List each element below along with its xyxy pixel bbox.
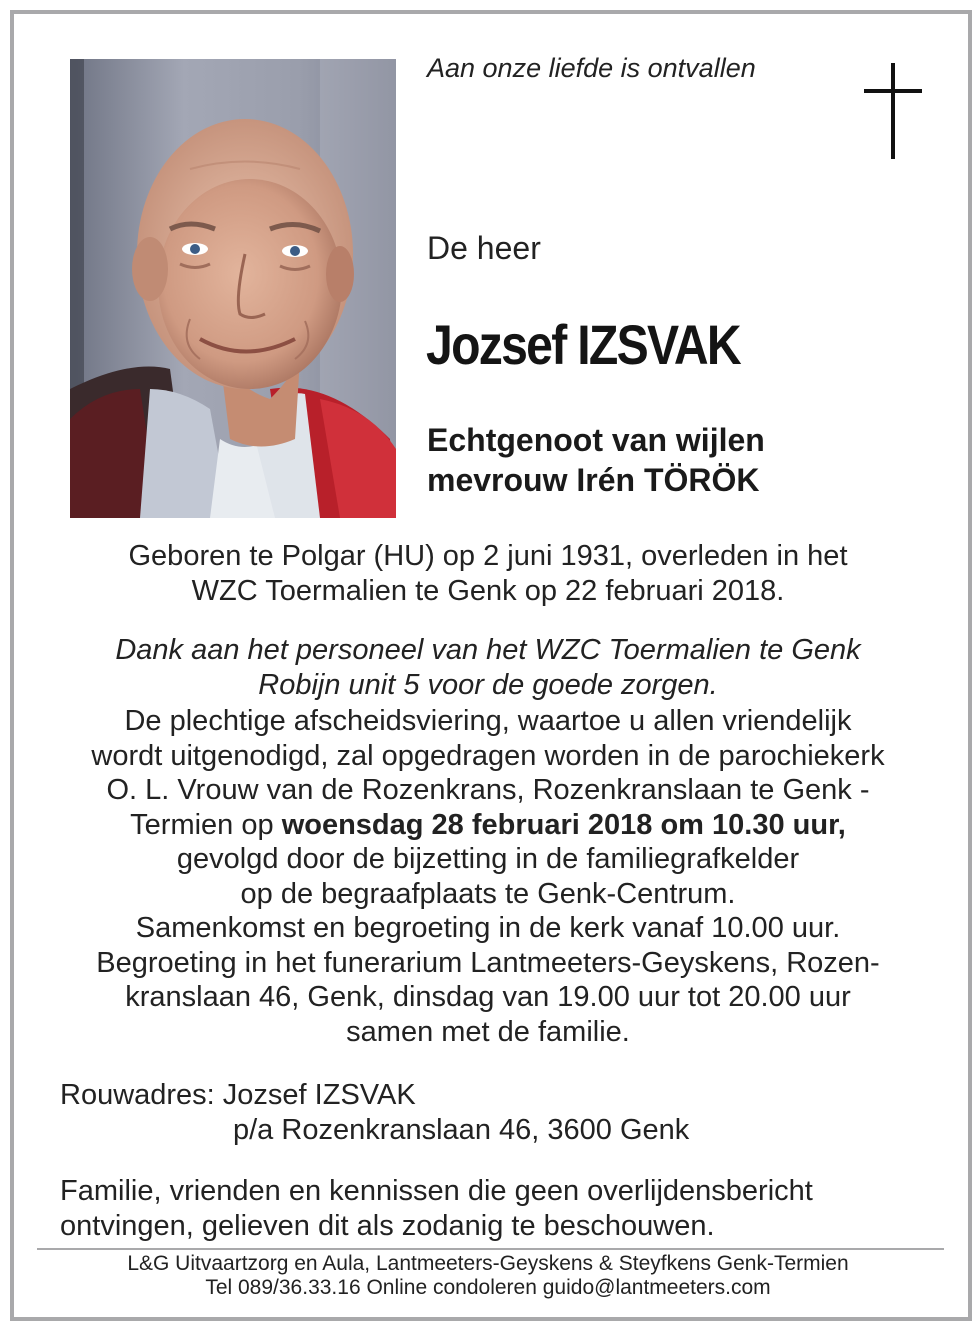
ceremony-line: O. L. Vrouw van de Rozenkrans, Rozenkranslaan te Genk - [106, 774, 870, 806]
mourning-address [60, 1078, 689, 1147]
ceremony-date-prefix: Termien op [130, 808, 282, 841]
thanks-line: Dank aan het personeel van het WZC Toermalien te Genk [115, 634, 861, 666]
family-note [60, 1174, 813, 1243]
ceremony-line: Begroeting in het funerarium Lantmeeters-Geyskens, Rozen- [96, 946, 880, 979]
cross-icon [864, 63, 922, 159]
deceased-name: Jozsef IZSVAK [426, 313, 740, 376]
footer-line: L&G Uitvaartzorg en Aula, Lantmeeters-Geyskens & Steyfkens Genk-Termien [127, 1252, 849, 1275]
family-note-line: Familie, vrienden en kennissen die geen overlijdensbericht [60, 1175, 813, 1207]
birth-line: WZC Toermalien te Genk op 22 februari 2018. [191, 574, 785, 607]
ceremony-line: kranslaan 46, Genk, dinsdag van 19.00 uur tot 20.00 uur [125, 981, 851, 1013]
ceremony-line: gevolgd door de bijzetting in de familiegrafkelder [176, 843, 800, 875]
ceremony-line: samen met de familie. [346, 1015, 630, 1048]
address-line: Rouwadres: Jozsef IZSVAK [60, 1079, 416, 1111]
portrait-photo [70, 59, 396, 518]
ceremony-line: wordt uitgenodigd, zal opgedragen worden in de parochiekerk [91, 739, 885, 772]
salutation: De heer [427, 230, 541, 266]
birth-death-info [40, 539, 936, 608]
thanks-note [40, 633, 936, 702]
ceremony-line: Samenkomst en begroeting in de kerk vanaf 10.00 uur. [135, 912, 841, 944]
family-note-line: ontvingen, gelieven dit als zodanig te beschouwen. [60, 1209, 715, 1242]
footer-divider [37, 1248, 944, 1250]
ceremony-line: op de begraafplaats te Genk-Centrum. [240, 877, 736, 910]
footer [40, 1252, 936, 1300]
spouse-line: Echtgenoot van wijlen [427, 422, 765, 458]
ceremony-line: De plechtige afscheidsviering, waartoe u allen vriendelijk [124, 705, 852, 737]
ceremony-date-line [40, 808, 936, 843]
footer-line: Tel 089/36.33.16 Online condoleren guido@lantmeeters.com [205, 1276, 771, 1299]
spouse-info [427, 420, 765, 500]
ceremony-date: woensdag 28 februari 2018 om 10.30 uur, [281, 808, 846, 841]
thanks-line: Robijn unit 5 voor de goede zorgen. [258, 668, 718, 701]
ceremony-info [40, 704, 936, 1049]
spouse-line: mevrouw Irén TÖRÖK [427, 462, 760, 498]
address-line: p/a Rozenkranslaan 46, 3600 Genk [233, 1113, 690, 1146]
intro-text: Aan onze liefde is ontvallen [427, 53, 756, 83]
birth-line: Geboren te Polgar (HU) op 2 juni 1931, overleden in het [128, 540, 848, 572]
